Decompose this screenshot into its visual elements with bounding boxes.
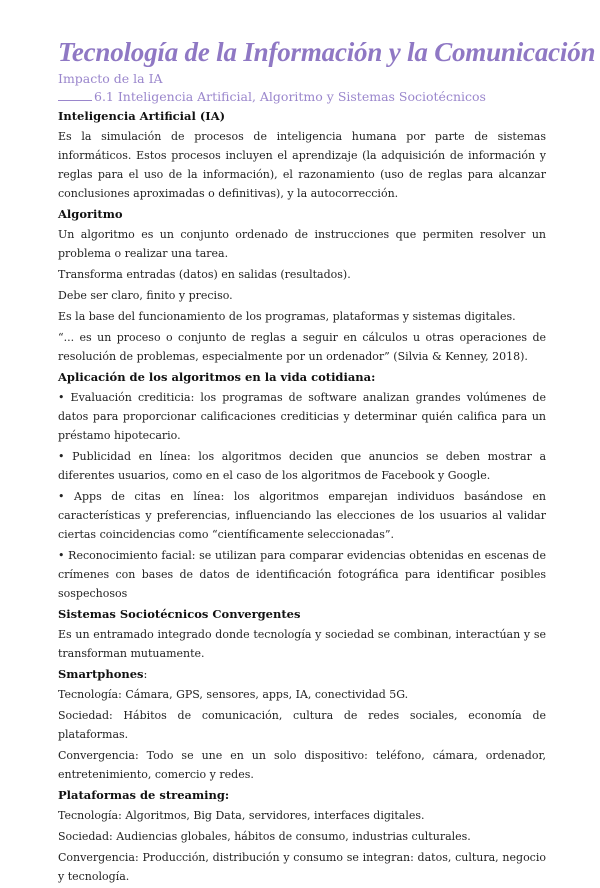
streaming-sociedad: Sociedad: Audiencias globales, hábitos de consumo, industrias culturales. (58, 830, 471, 843)
ia-text: Es la simulación de procesos de inteligencia humana por parte de sistemas informáticos. Estos procesos incluyen el aprendizaje (la adquisición de información y reglas para el uso de la información), el razonamiento (uso de reglas para alcanzar conclusiones aproximadas o definitivas), y la autocorrección. (58, 130, 546, 200)
section-heading (58, 89, 546, 105)
section-label: 6.1 Inteligencia Artificial, Algoritmo y Sistemas Sociotécnicos (94, 89, 486, 104)
document-subtitle: Impacto de la IA (58, 71, 163, 86)
document-title: Tecnología de la Información y la Comunicación (58, 37, 596, 67)
streaming-tecnologia: Tecnología: Algoritmos, Big Data, servidores, interfaces digitales. (58, 809, 425, 822)
aplicacion-item-dating: • Apps de citas en línea: los algoritmos emparejan individuos basándose en características y preferencias, influenciando las elecciones de los usuarios al validar ciertas coincidencias como “científicamente seleccionadas”. (58, 490, 546, 541)
aplicacion-item-facial: • Reconocimiento facial: se utilizan para comparar evidencias obtenidas en escenas de crímenes con bases de datos de identificación fotográfica para identificar posibles sospechosos (58, 549, 546, 600)
algoritmo-base: Es la base del funcionamiento de los programas, plataformas y sistemas digitales. (58, 310, 516, 323)
streaming-heading: Plataformas de streaming: (58, 788, 230, 802)
algoritmo-heading: Algoritmo (58, 207, 123, 221)
streaming-convergencia: Convergencia: Producción, distribución y consumo se integran: datos, cultura, negocio y tecnología. (58, 851, 546, 883)
sistemas-heading: Sistemas Sociotécnicos Convergentes (58, 607, 301, 621)
sistemas-text: Es un entramado integrado donde tecnología y sociedad se combinan, interactúan y se transforman mutuamente. (58, 628, 546, 660)
algoritmo-properties: Debe ser claro, finito y preciso. (58, 289, 233, 302)
algoritmo-io: Transforma entradas (datos) en salidas (resultados). (58, 268, 351, 281)
algoritmo-definition: Un algoritmo es un conjunto ordenado de instrucciones que permiten resolver un problema o realizar una tarea. (58, 228, 546, 260)
smartphones-colon: : (143, 667, 148, 681)
aplicacion-heading: Aplicación de los algoritmos en la vida cotidiana: (58, 370, 376, 384)
aplicacion-item-credit: • Evaluación crediticia: los programas de software analizan grandes volúmenes de datos para proporcionar calificaciones crediticias y determinar quién califica para un préstamo hipotecario. (58, 391, 546, 442)
smartphones-heading: Smartphones (58, 667, 144, 681)
aplicacion-item-ads: • Publicidad en línea: los algoritmos deciden que anuncios se deben mostrar a diferentes usuarios, como en el caso de los algoritmos de Facebook y Google. (58, 450, 546, 482)
smartphones-tecnologia: Tecnología: Cámara, GPS, sensores, apps, IA, conectividad 5G. (58, 688, 409, 701)
smartphones-heading-line (58, 666, 546, 683)
smartphones-convergencia: Convergencia: Todo se une en un solo dispositivo: teléfono, cámara, ordenador, entretenimiento, comercio y redes. (58, 749, 546, 781)
ia-heading: Inteligencia Artificial (IA) (58, 109, 226, 123)
document-page (58, 36, 596, 888)
blank-line (58, 99, 92, 101)
algoritmo-quote: “... es un proceso o conjunto de reglas a seguir en cálculos u otras operaciones de resolución de problemas, especialmente por un ordenador” (Silvia & Kenney, 2018). (58, 331, 546, 363)
smartphones-sociedad: Sociedad: Hábitos de comunicación, cultura de redes sociales, economía de plataformas. (58, 709, 546, 741)
